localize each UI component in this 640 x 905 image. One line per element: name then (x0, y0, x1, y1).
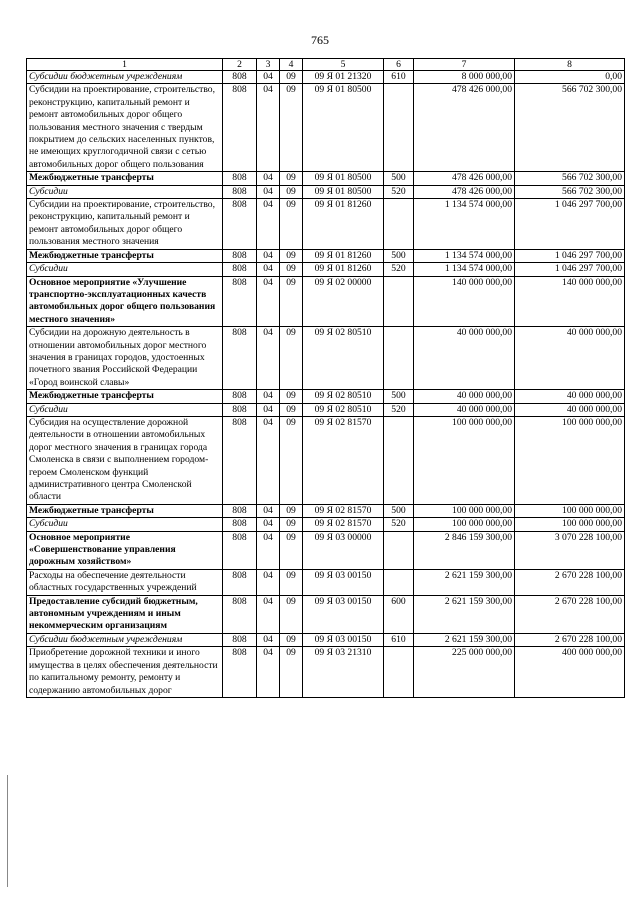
row-target-code: 09 Я 01 81260 (303, 199, 384, 250)
table-row (27, 518, 625, 531)
row-amount-year-2: 566 702 300,00 (515, 185, 625, 198)
row-amount-year-1: 1 134 574 000,00 (414, 263, 515, 276)
row-expense-type (384, 569, 414, 595)
row-subsection-code: 09 (280, 569, 303, 595)
row-target-code: 09 Я 02 80510 (303, 403, 384, 416)
row-ministry-code: 808 (223, 263, 257, 276)
row-subsection-code: 09 (280, 403, 303, 416)
row-ministry-code: 808 (223, 504, 257, 517)
page-number: 765 (311, 33, 329, 47)
row-ministry-code: 808 (223, 390, 257, 403)
header-cell: 1 (27, 59, 223, 71)
row-amount-year-1: 40 000 000,00 (414, 327, 515, 390)
row-expense-type (384, 84, 414, 172)
row-section-code: 04 (257, 276, 280, 327)
row-name: Субсидии (27, 263, 223, 276)
row-amount-year-1: 2 621 159 300,00 (414, 595, 515, 633)
row-target-code: 09 Я 01 80500 (303, 185, 384, 198)
row-target-code: 09 Я 01 81260 (303, 263, 384, 276)
row-subsection-code: 09 (280, 647, 303, 698)
row-name: Субсидии (27, 403, 223, 416)
row-target-code: 09 Я 03 00150 (303, 569, 384, 595)
row-section-code: 04 (257, 172, 280, 185)
row-amount-year-2: 400 000 000,00 (515, 647, 625, 698)
row-amount-year-2: 40 000 000,00 (515, 403, 625, 416)
row-section-code: 04 (257, 390, 280, 403)
row-target-code: 09 Я 02 81570 (303, 518, 384, 531)
row-amount-year-2: 0,00 (515, 71, 625, 84)
row-subsection-code: 09 (280, 416, 303, 504)
row-name: Основное мероприятие «Улучшение транспортно-эксплуатационных качеств автомобильных дорог общего пользования местного значения» (27, 276, 223, 327)
row-name: Основное мероприятие «Совершенствование управления дорожным хозяйством» (27, 531, 223, 569)
row-amount-year-2: 1 046 297 700,00 (515, 263, 625, 276)
table-row (27, 504, 625, 517)
row-target-code: 09 Я 02 80510 (303, 390, 384, 403)
header-row (27, 59, 625, 71)
table-body (27, 71, 625, 698)
header-cell: 2 (223, 59, 257, 71)
row-amount-year-1: 478 426 000,00 (414, 84, 515, 172)
row-name: Субсидии на проектирование, строительство, реконструкцию, капитальный ремонт и ремонт автомобильных дорог общего пользования местного значения с твердым покрытием до сельских населенных пунктов, не имеющих круглогодичной связи с сетью автомобильных дорог общего пользования (27, 84, 223, 172)
row-expense-type: 520 (384, 403, 414, 416)
row-expense-type: 500 (384, 249, 414, 262)
row-expense-type (384, 199, 414, 250)
row-amount-year-1: 2 621 159 300,00 (414, 569, 515, 595)
row-amount-year-2: 2 670 228 100,00 (515, 595, 625, 633)
row-subsection-code: 09 (280, 71, 303, 84)
table-row (27, 172, 625, 185)
row-name: Субсидии на дорожную деятельность в отношении автомобильных дорог местного значения в границах городов, удостоенных почетного звания Российской Федерации «Город воинской славы» (27, 327, 223, 390)
row-subsection-code: 09 (280, 172, 303, 185)
header-cell: 3 (257, 59, 280, 71)
row-amount-year-2: 140 000 000,00 (515, 276, 625, 327)
row-section-code: 04 (257, 71, 280, 84)
table-row (27, 71, 625, 84)
budget-table (26, 58, 625, 698)
row-amount-year-2: 2 670 228 100,00 (515, 633, 625, 646)
row-expense-type: 500 (384, 390, 414, 403)
row-amount-year-1: 1 134 574 000,00 (414, 249, 515, 262)
header-cell: 5 (303, 59, 384, 71)
row-name: Субсидии бюджетным учреждениям (27, 633, 223, 646)
table-row (27, 569, 625, 595)
row-amount-year-1: 140 000 000,00 (414, 276, 515, 327)
row-target-code: 09 Я 02 81570 (303, 504, 384, 517)
row-subsection-code: 09 (280, 276, 303, 327)
row-name: Предоставление субсидий бюджетным, автономным учреждениям и иным некоммерческим организациям (27, 595, 223, 633)
row-amount-year-1: 100 000 000,00 (414, 416, 515, 504)
row-amount-year-1: 100 000 000,00 (414, 518, 515, 531)
row-ministry-code: 808 (223, 249, 257, 262)
table-row (27, 276, 625, 327)
header-cell: 6 (384, 59, 414, 71)
row-name: Субсидии (27, 518, 223, 531)
row-amount-year-2: 40 000 000,00 (515, 327, 625, 390)
row-section-code: 04 (257, 633, 280, 646)
row-expense-type: 600 (384, 595, 414, 633)
row-section-code: 04 (257, 595, 280, 633)
row-amount-year-2: 1 046 297 700,00 (515, 199, 625, 250)
row-section-code: 04 (257, 647, 280, 698)
table-row (27, 403, 625, 416)
table-row (27, 531, 625, 569)
row-target-code: 09 Я 01 80500 (303, 84, 384, 172)
row-amount-year-2: 566 702 300,00 (515, 172, 625, 185)
row-subsection-code: 09 (280, 84, 303, 172)
table-row (27, 263, 625, 276)
table-row (27, 416, 625, 504)
row-section-code: 04 (257, 327, 280, 390)
row-subsection-code: 09 (280, 263, 303, 276)
row-target-code: 09 Я 01 81260 (303, 249, 384, 262)
row-name: Межбюджетные трансферты (27, 504, 223, 517)
row-expense-type: 610 (384, 633, 414, 646)
table-row (27, 199, 625, 250)
row-amount-year-2: 566 702 300,00 (515, 84, 625, 172)
table-row (27, 249, 625, 262)
row-expense-type: 610 (384, 71, 414, 84)
table-row (27, 84, 625, 172)
row-name: Расходы на обеспечение деятельности областных государственных учреждений (27, 569, 223, 595)
row-name: Приобретение дорожной техники и иного имущества в целях обеспечения деятельности по капитальному ремонту, ремонту и содержанию автомобильных дорог (27, 647, 223, 698)
row-amount-year-1: 8 000 000,00 (414, 71, 515, 84)
row-ministry-code: 808 (223, 327, 257, 390)
row-section-code: 04 (257, 249, 280, 262)
row-expense-type: 500 (384, 172, 414, 185)
row-ministry-code: 808 (223, 633, 257, 646)
row-expense-type (384, 416, 414, 504)
row-expense-type: 520 (384, 263, 414, 276)
row-target-code: 09 Я 01 21320 (303, 71, 384, 84)
row-amount-year-1: 1 134 574 000,00 (414, 199, 515, 250)
row-name: Субсидии бюджетным учреждениям (27, 71, 223, 84)
row-target-code: 09 Я 03 00150 (303, 595, 384, 633)
row-subsection-code: 09 (280, 595, 303, 633)
row-amount-year-1: 225 000 000,00 (414, 647, 515, 698)
row-name: Субсидия на осуществление дорожной деятельности в отношении автомобильных дорог местного значения в границах города Смоленска в связи с выполнением городом-героем Смоленском функций административного центра Смоленской области (27, 416, 223, 504)
row-ministry-code: 808 (223, 595, 257, 633)
row-name: Субсидии (27, 185, 223, 198)
row-amount-year-1: 478 426 000,00 (414, 172, 515, 185)
row-amount-year-2: 100 000 000,00 (515, 416, 625, 504)
row-subsection-code: 09 (280, 249, 303, 262)
row-section-code: 04 (257, 416, 280, 504)
table-row (27, 647, 625, 698)
row-ministry-code: 808 (223, 518, 257, 531)
row-section-code: 04 (257, 569, 280, 595)
row-amount-year-2: 40 000 000,00 (515, 390, 625, 403)
row-section-code: 04 (257, 504, 280, 517)
row-expense-type (384, 327, 414, 390)
row-ministry-code: 808 (223, 84, 257, 172)
row-section-code: 04 (257, 199, 280, 250)
row-expense-type (384, 276, 414, 327)
row-subsection-code: 09 (280, 390, 303, 403)
row-ministry-code: 808 (223, 531, 257, 569)
row-expense-type (384, 531, 414, 569)
header-cell: 7 (414, 59, 515, 71)
row-amount-year-1: 40 000 000,00 (414, 403, 515, 416)
row-ministry-code: 808 (223, 172, 257, 185)
row-target-code: 09 Я 02 81570 (303, 416, 384, 504)
row-ministry-code: 808 (223, 647, 257, 698)
row-target-code: 09 Я 03 00150 (303, 633, 384, 646)
table-row (27, 185, 625, 198)
scan-margin-line (7, 775, 8, 887)
row-subsection-code: 09 (280, 199, 303, 250)
row-subsection-code: 09 (280, 185, 303, 198)
row-subsection-code: 09 (280, 531, 303, 569)
row-target-code: 09 Я 01 80500 (303, 172, 384, 185)
row-amount-year-1: 40 000 000,00 (414, 390, 515, 403)
row-target-code: 09 Я 02 80510 (303, 327, 384, 390)
row-amount-year-1: 2 621 159 300,00 (414, 633, 515, 646)
header-cell: 8 (515, 59, 625, 71)
row-expense-type (384, 647, 414, 698)
row-name: Межбюджетные трансферты (27, 390, 223, 403)
row-subsection-code: 09 (280, 504, 303, 517)
row-amount-year-2: 3 070 228 100,00 (515, 531, 625, 569)
row-subsection-code: 09 (280, 633, 303, 646)
row-ministry-code: 808 (223, 185, 257, 198)
row-amount-year-1: 100 000 000,00 (414, 504, 515, 517)
row-ministry-code: 808 (223, 276, 257, 327)
row-target-code: 09 Я 03 21310 (303, 647, 384, 698)
row-section-code: 04 (257, 518, 280, 531)
row-ministry-code: 808 (223, 416, 257, 504)
row-expense-type: 520 (384, 518, 414, 531)
table-row (27, 327, 625, 390)
row-section-code: 04 (257, 185, 280, 198)
row-expense-type: 500 (384, 504, 414, 517)
row-name: Межбюджетные трансферты (27, 249, 223, 262)
row-subsection-code: 09 (280, 327, 303, 390)
table-row (27, 633, 625, 646)
row-amount-year-2: 100 000 000,00 (515, 504, 625, 517)
row-amount-year-2: 1 046 297 700,00 (515, 249, 625, 262)
row-target-code: 09 Я 03 00000 (303, 531, 384, 569)
row-target-code: 09 Я 02 00000 (303, 276, 384, 327)
row-name: Субсидии на проектирование, строительство, реконструкцию, капитальный ремонт и ремонт автомобильных дорог общего пользования местного значения (27, 199, 223, 250)
row-amount-year-2: 100 000 000,00 (515, 518, 625, 531)
row-name: Межбюджетные трансферты (27, 172, 223, 185)
row-ministry-code: 808 (223, 71, 257, 84)
row-amount-year-2: 2 670 228 100,00 (515, 569, 625, 595)
header-cell: 4 (280, 59, 303, 71)
row-section-code: 04 (257, 531, 280, 569)
row-ministry-code: 808 (223, 199, 257, 250)
row-amount-year-1: 478 426 000,00 (414, 185, 515, 198)
table-row (27, 595, 625, 633)
row-section-code: 04 (257, 84, 280, 172)
row-amount-year-1: 2 846 159 300,00 (414, 531, 515, 569)
row-expense-type: 520 (384, 185, 414, 198)
row-ministry-code: 808 (223, 569, 257, 595)
row-section-code: 04 (257, 263, 280, 276)
row-ministry-code: 808 (223, 403, 257, 416)
row-subsection-code: 09 (280, 518, 303, 531)
row-section-code: 04 (257, 403, 280, 416)
table-row (27, 390, 625, 403)
